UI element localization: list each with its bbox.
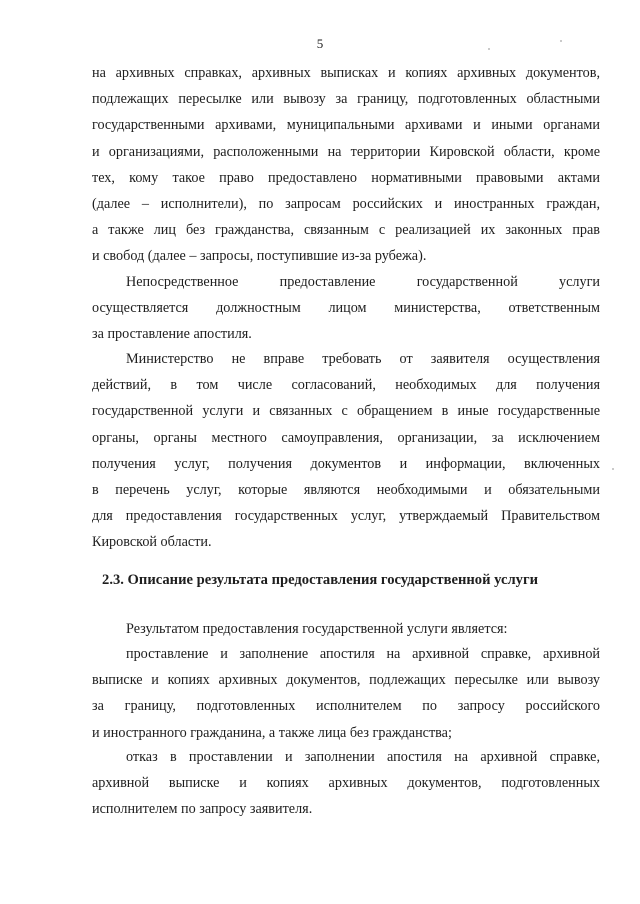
text-line: на архивных справках, архивных выписках и копиях архивных документов, — [92, 65, 600, 81]
text-line: архивной выписке и копиях архивных документов, подготовленных — [92, 775, 600, 792]
text-line: Министерство не вправе требовать от заявителя осуществления — [126, 351, 600, 367]
scan-speck — [488, 48, 490, 50]
text-line: для предоставления государственных услуг, утверждаемый Правительством — [92, 508, 600, 525]
text-line: осуществляется должностным лицом министерства, ответственным — [92, 300, 600, 317]
text-line: получения услуг, получения документов и информации, включенных — [92, 455, 600, 472]
text-line: Непосредственное предоставление государственной услуги — [126, 274, 600, 290]
text-line: выписке и копиях архивных документов, подлежащих пересылке или вывозу — [92, 672, 600, 689]
text-line: (далее – исполнители), по запросам российских и иностранных граждан, — [92, 196, 600, 213]
page-number: 5 — [316, 36, 324, 51]
text-line: Результатом предоставления государственной услуги является: — [126, 621, 508, 637]
text-line: Кировской области. — [92, 534, 212, 551]
text-line: и организациями, расположенными на территории Кировской области, кроме — [92, 143, 600, 160]
text-line: действий, в том числе согласований, необходимых для получения — [92, 377, 600, 394]
text-line: исполнителем по запросу заявителя. — [92, 801, 313, 818]
paragraph-result-intro — [92, 616, 600, 642]
text-line: государственными архивами, муниципальными архивами и иными органами — [92, 117, 600, 134]
text-line: подлежащих пересылке или вывозу за границу, подготовленных областными — [92, 91, 600, 108]
text-line: за проставление апостиля. — [92, 326, 252, 343]
paragraph-service-scope — [92, 60, 600, 270]
paragraph-ministry-restrictions — [92, 346, 600, 556]
text-line: проставление и заполнение апостиля на архивной справке, архивной — [126, 646, 600, 662]
text-line: органы, органы местного самоуправления, организации, за исключением — [92, 429, 600, 446]
text-line: государственной услуги и связанных с обращением в иные государственные — [92, 403, 600, 420]
scan-speck — [612, 468, 614, 470]
text-line: тех, кому такое право предоставлено нормативными правовыми актами — [92, 169, 600, 186]
text-line: и свобод (далее – запросы, поступившие из-за рубежа). — [92, 248, 427, 265]
text-line: за границу, подготовленных исполнителем по запросу российского — [92, 698, 600, 715]
scan-speck — [560, 40, 562, 42]
text-line: и иностранного гражданина, а также лица без гражданства; — [92, 724, 452, 741]
text-line: в перечень услуг, которые являются необходимыми и обязательными — [92, 482, 600, 499]
text-line: а также лиц без гражданства, связанным с реализацией их законных прав — [92, 222, 600, 239]
paragraph-result-apostille — [92, 641, 600, 746]
paragraph-result-refusal — [92, 744, 600, 823]
paragraph-responsible-official — [92, 269, 600, 348]
section-heading: 2.3. Описание результата предоставления государственной услуги — [102, 572, 538, 588]
text-line: отказ в проставлении и заполнении апостиля на архивной справке, — [126, 749, 600, 765]
